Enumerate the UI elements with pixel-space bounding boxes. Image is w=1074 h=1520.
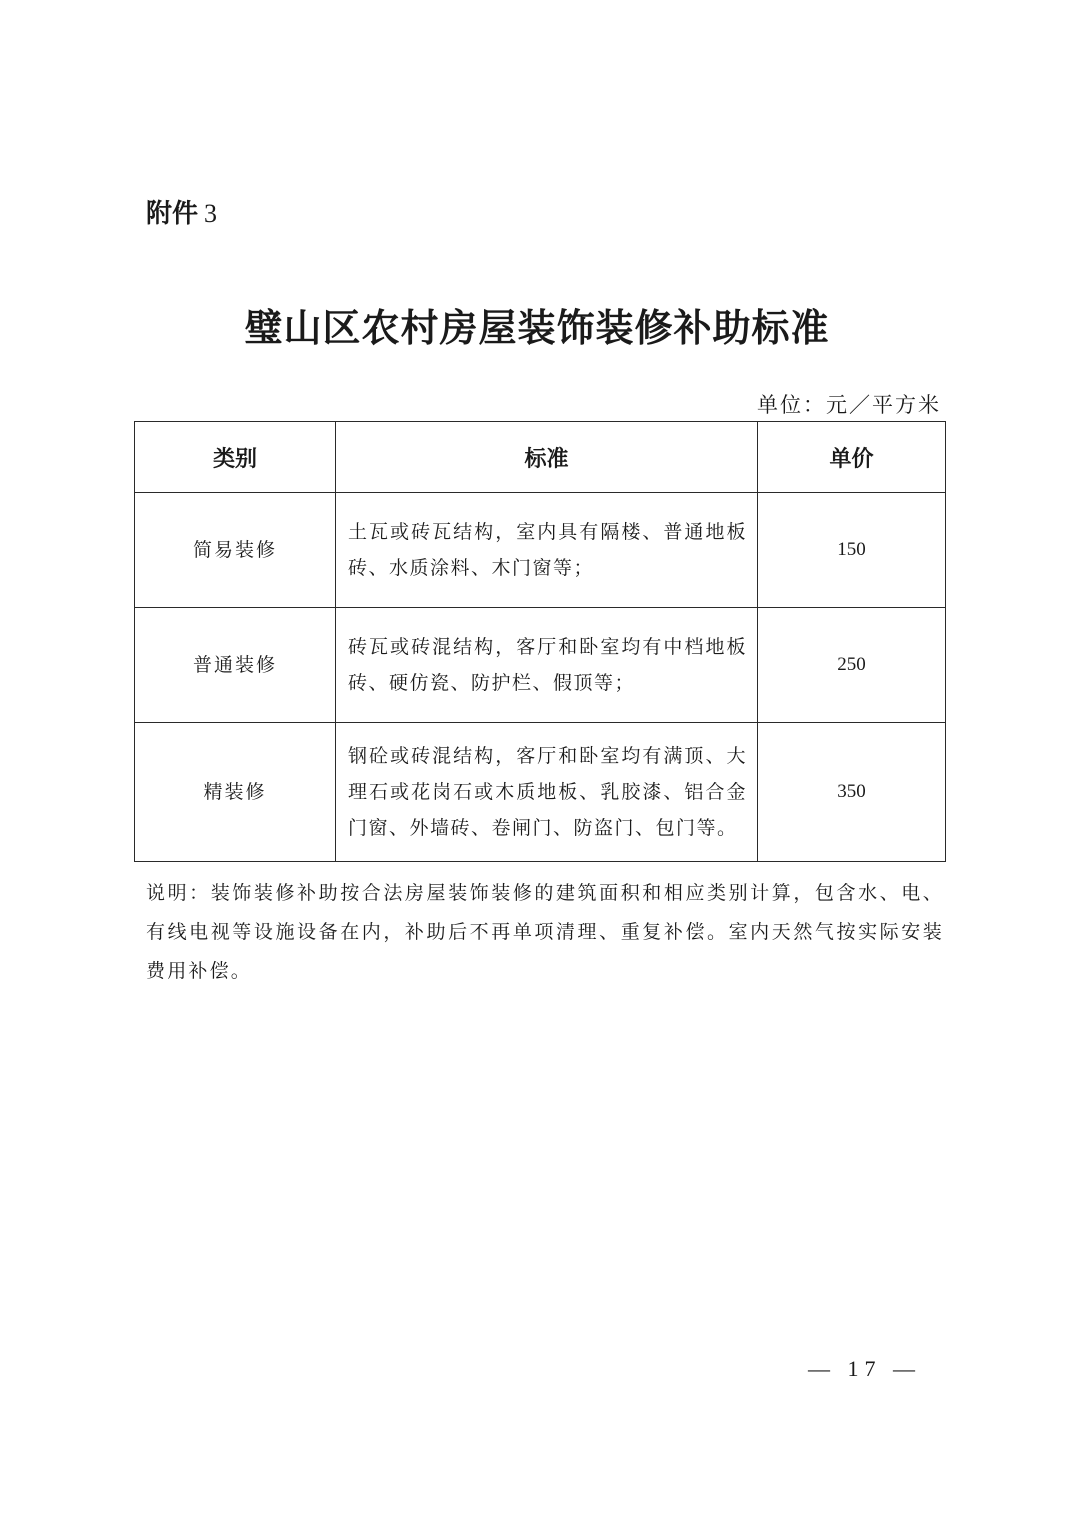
attachment-label <box>146 196 217 232</box>
row-price: 150 <box>758 493 946 608</box>
table-header-row <box>135 422 946 493</box>
table-row <box>135 493 946 608</box>
row-price: 250 <box>758 608 946 723</box>
explanatory-note: 说明：装饰装修补助按合法房屋装饰装修的建筑面积和相应类别计算，包含水、电、有线电视等设施设备在内，补助后不再单项清理、重复补偿。室内天然气按实际安装费用补偿。 <box>146 882 944 982</box>
row-standard: 土瓦或砖瓦结构，室内具有隔楼、普通地板砖、水质涂料、木门窗等； <box>336 493 758 608</box>
page-number: — 17 — <box>808 1356 921 1381</box>
column-header-standard: 标准 <box>336 422 758 493</box>
row-standard: 砖瓦或砖混结构，客厅和卧室均有中档地板砖、硬仿瓷、防护栏、假顶等； <box>336 608 758 723</box>
row-category: 简易装修 <box>135 493 336 608</box>
row-category: 普通装修 <box>135 608 336 723</box>
subsidy-standard-table <box>134 421 946 862</box>
table-row <box>135 608 946 723</box>
unit-label: 单位：元／平方米 <box>757 393 941 417</box>
attachment-label-text: 附件 <box>146 199 199 229</box>
page-title: 璧山区农村房屋装饰装修补助标准 <box>244 306 830 350</box>
attachment-number: 3 <box>204 199 218 228</box>
row-price: 350 <box>758 723 946 862</box>
column-header-price: 单价 <box>758 422 946 493</box>
row-category: 精装修 <box>135 723 336 862</box>
column-header-category: 类别 <box>135 422 336 493</box>
row-standard: 钢砼或砖混结构，客厅和卧室均有满顶、大理石或花岗石或木质地板、乳胶漆、铝合金门窗、外墙砖、卷闸门、防盗门、包门等。 <box>336 723 758 862</box>
table-row <box>135 723 946 862</box>
